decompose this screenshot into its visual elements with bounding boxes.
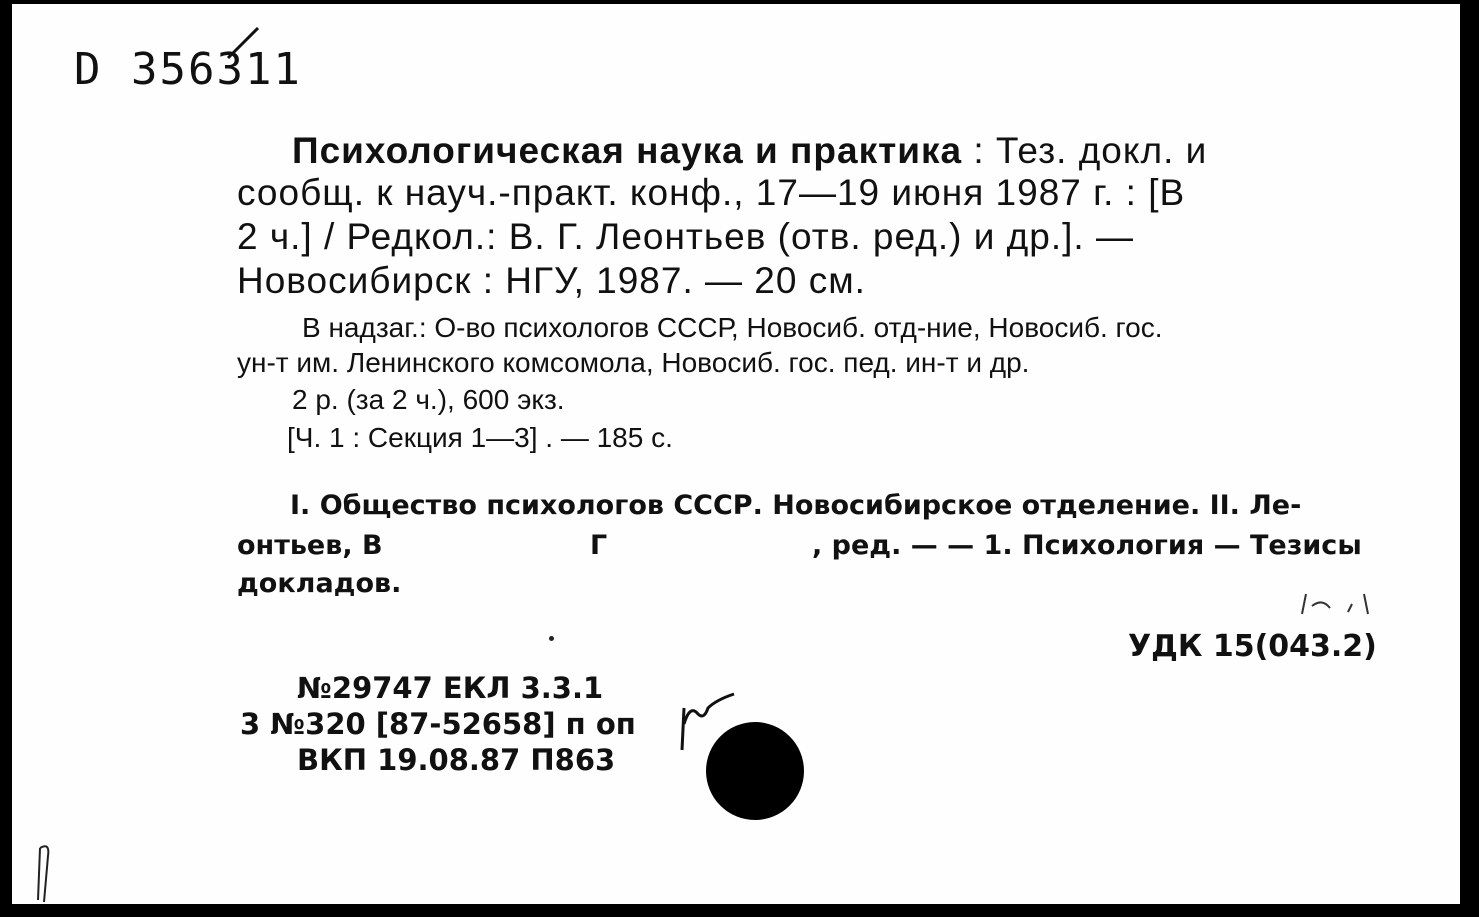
handwritten-mark-left [30,840,60,910]
book-title: Психологическая наука и практика [292,130,963,171]
tracing-line-2-part-a: онтьев, В [237,530,383,561]
speck [549,636,554,641]
call-number: D 356311 [74,44,302,95]
description-line-1: : Тез. докл. и [962,130,1208,171]
description-line-2: сообщ. к науч.-практ. конф., 17—19 июня 1987 г. : [В [237,172,1186,213]
catalog-card [12,4,1460,904]
note-line-1: В надзаг.: О-во психологов СССР, Новосиб. отд-ние, Новосиб. гос. [302,312,1163,343]
tracing-line-3: докладов. [237,568,402,599]
tracing-line-2-part-b: Г [590,530,608,561]
note-line-4: [Ч. 1 : Секция 1—3] . — 185 с. [287,422,673,453]
code-line-3: ВКП 19.08.87 П863 [297,743,616,777]
code-line-1: №29747 ЕКЛ 3.3.1 [297,671,604,705]
tracing-line-2-part-c: , ред. — — 1. Психология — Тезисы [812,530,1362,561]
udk-code: УДК 15(043.2) [1128,629,1377,664]
handwritten-mark-right [1292,584,1422,624]
punched-hole [706,722,804,820]
code-line-2: 3 №320 [87-52658] п оп [240,707,636,741]
description-line-4: Новосибирск : НГУ, 1987. — 20 см. [237,260,866,301]
tracing-line-1: I. Общество психологов СССР. Новосибирское отделение. II. Ле- [290,490,1302,521]
note-line-2: ун-т им. Ленинского комсомола, Новосиб. гос. пед. ин-т и др. [237,347,1030,378]
note-line-3: 2 р. (за 2 ч.), 600 экз. [292,384,565,415]
title-line [292,132,1207,169]
call-number-correction-mark [224,24,264,64]
description-line-3: 2 ч.] / Редкол.: В. Г. Леонтьев (отв. ред.) и др.]. — [237,216,1134,257]
